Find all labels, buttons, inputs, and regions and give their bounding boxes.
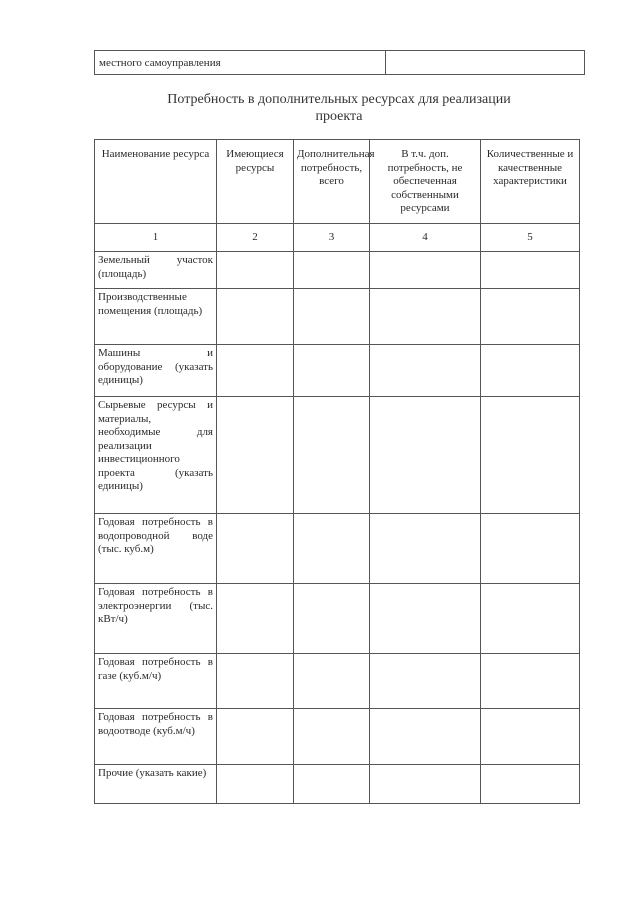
table-cell[interactable]	[481, 584, 580, 654]
table-cell[interactable]	[217, 765, 294, 804]
table-cell[interactable]	[370, 709, 481, 765]
table-row	[95, 654, 580, 709]
table-cell[interactable]	[481, 345, 580, 397]
column-header-additional-unsecured: В т.ч. доп. потребность, не обеспеченная собственными ресурсами	[370, 140, 481, 224]
table-cell[interactable]	[370, 514, 481, 584]
table-row	[95, 584, 580, 654]
column-header-available: Имеющиеся ресурсы	[217, 140, 294, 224]
table-cell[interactable]	[217, 397, 294, 514]
table-row	[95, 345, 580, 397]
table-cell[interactable]	[294, 584, 370, 654]
table-cell[interactable]	[217, 289, 294, 345]
table-cell[interactable]	[294, 765, 370, 804]
table-cell[interactable]	[481, 514, 580, 584]
table-cell[interactable]	[370, 765, 481, 804]
table-cell[interactable]	[294, 345, 370, 397]
table-cell[interactable]	[370, 289, 481, 345]
table-cell[interactable]	[481, 709, 580, 765]
header-info-table	[94, 50, 585, 75]
table-cell[interactable]	[217, 709, 294, 765]
page-title	[94, 91, 584, 125]
table-cell[interactable]	[294, 709, 370, 765]
table-row	[95, 252, 580, 289]
table-cell[interactable]	[370, 345, 481, 397]
column-number: 4	[370, 224, 481, 252]
table-header-row	[95, 140, 580, 224]
table-cell[interactable]	[481, 252, 580, 289]
column-header-characteristics: Количественные и качественные характеристики	[481, 140, 580, 224]
row-label: Годовая потребность в газе (куб.м/ч)	[95, 654, 217, 709]
table-cell[interactable]	[481, 765, 580, 804]
table-cell[interactable]	[217, 654, 294, 709]
table-cell[interactable]	[370, 252, 481, 289]
resources-table	[94, 139, 580, 804]
table-cell[interactable]	[370, 584, 481, 654]
table-cell[interactable]	[294, 514, 370, 584]
header-info-cell-right	[386, 51, 585, 75]
table-cell[interactable]	[294, 252, 370, 289]
row-label: Годовая потребность в водоотводе (куб.м/ч)	[95, 709, 217, 765]
column-number: 1	[95, 224, 217, 252]
table-cell[interactable]	[481, 654, 580, 709]
table-cell[interactable]	[294, 397, 370, 514]
row-label: Годовая потребность в электроэнергии (тыс. кВт/ч)	[95, 584, 217, 654]
table-cell[interactable]	[217, 252, 294, 289]
column-number-row	[95, 224, 580, 252]
row-label: Сырьевые ресурсы и материалы, необходимые для реализации инвестиционного проекта (указать единицы)	[95, 397, 217, 514]
table-cell[interactable]	[370, 397, 481, 514]
column-number: 2	[217, 224, 294, 252]
row-label: Прочие (указать какие)	[95, 765, 217, 804]
header-info-row	[95, 51, 585, 75]
table-row	[95, 514, 580, 584]
row-label: Земельный участок (площадь)	[95, 252, 217, 289]
table-row	[95, 289, 580, 345]
table-cell[interactable]	[294, 654, 370, 709]
table-cell[interactable]	[217, 514, 294, 584]
column-number: 3	[294, 224, 370, 252]
column-number: 5	[481, 224, 580, 252]
table-row	[95, 709, 580, 765]
table-cell[interactable]	[481, 397, 580, 514]
column-header-resource-name: Наименование ресурса	[95, 140, 217, 224]
row-label: Производственные помещения (площадь)	[95, 289, 217, 345]
column-header-additional-total: Дополнительная потребность, всего	[294, 140, 370, 224]
page-title-line-2: проекта	[315, 109, 363, 124]
table-row	[95, 397, 580, 514]
page-title-line-1: Потребность в дополнительных ресурсах для реализации	[167, 92, 511, 107]
header-info-cell-left: местного самоуправления	[95, 51, 386, 75]
table-cell[interactable]	[294, 289, 370, 345]
table-row	[95, 765, 580, 804]
table-cell[interactable]	[370, 654, 481, 709]
table-cell[interactable]	[481, 289, 580, 345]
row-label: Машины и оборудование (указать единицы)	[95, 345, 217, 397]
table-cell[interactable]	[217, 345, 294, 397]
row-label: Годовая потребность в водопроводной воде (тыс. куб.м)	[95, 514, 217, 584]
table-cell[interactable]	[217, 584, 294, 654]
